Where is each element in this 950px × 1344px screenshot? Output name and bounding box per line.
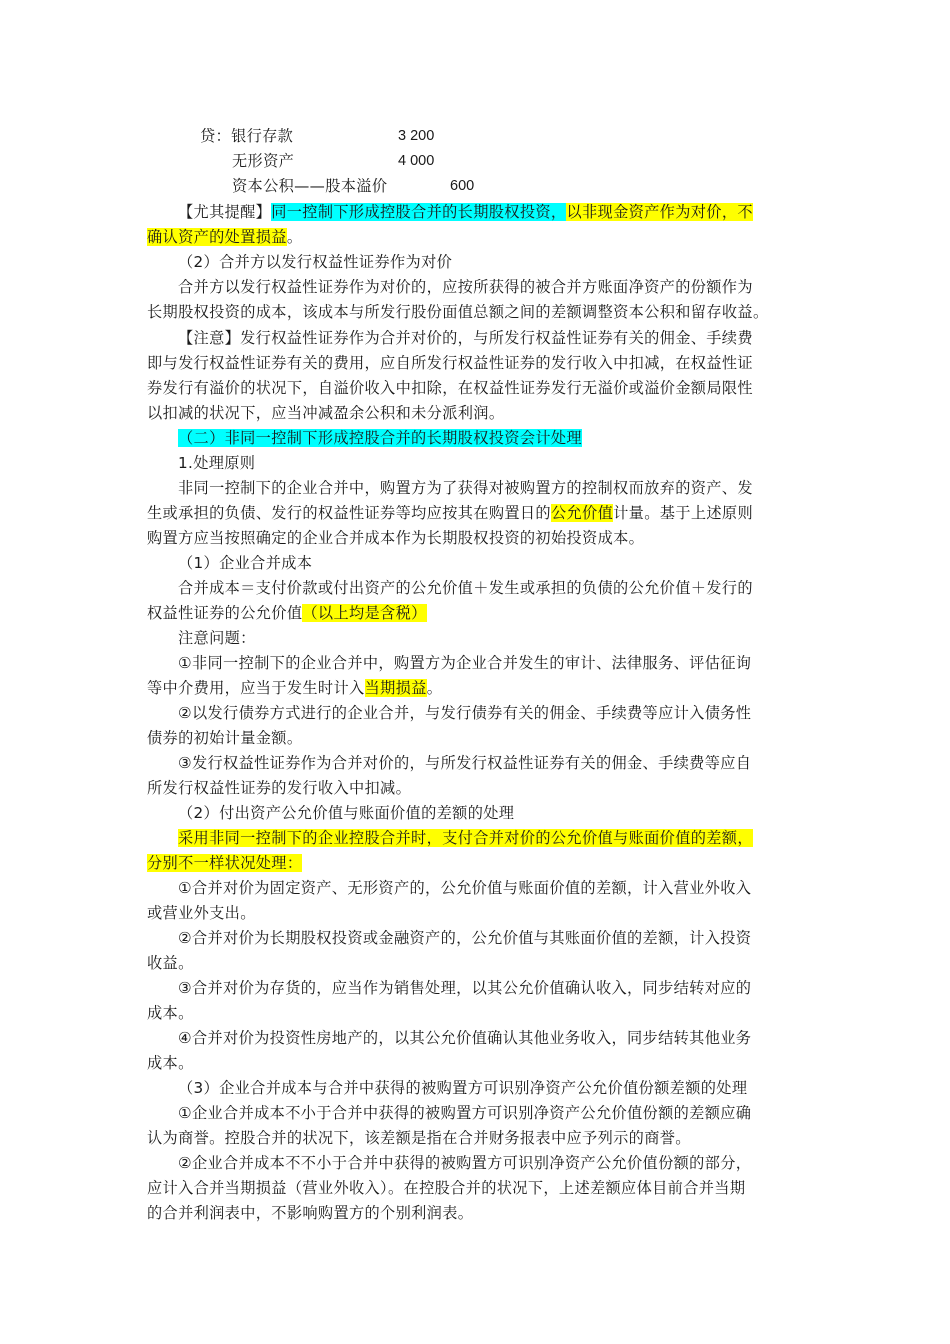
period: 。 [426,679,443,697]
section-title-highlight [178,428,582,448]
journal-credit-label: 贷：银行存款 [200,127,294,145]
treatment-highlight-2: 分别不一样状况处理： [147,854,303,872]
paragraph-line: ②企业合并成本不不小于合并中获得的被购置方可识别净资产公允价值份额的部分， [178,1154,752,1172]
paragraph-line: 或营业外支出。 [147,904,256,922]
tax-note-highlight: （以上均是含税） [302,604,427,622]
paragraph-line: 即与发行权益性证券有关的费用，应自所发行权益性证券的发行收入中扣减，在权益性证 [147,354,753,372]
paragraph-line: ①非同一控制下的企业合并中，购置方为企业合并发生的审计、法律服务、评估征询 [178,654,752,672]
paragraph-line: ②合并对价为长期股权投资或金融资产的，公允价值与其账面价值的差额，计入投资 [178,929,752,947]
section-heading: （1）企业合并成本 [178,554,313,572]
section-heading: （2）付出资产公允价值与账面价值的差额的处理 [178,804,515,822]
highlight-line [178,828,753,848]
paragraph-line: 以扣减的状况下，应当冲减盈余公积和未分派利润。 [147,404,505,422]
paragraph-line: 合并方以发行权益性证券作为对价的，应按所获得的被合并方账面净资产的份额作为 [178,278,753,296]
paragraph-line: 的合并利润表中，不影响购置方的个别利润表。 [147,1204,474,1222]
journal-credit-amount: 3 200 [398,128,435,144]
section-heading: （2）合并方以发行权益性证券作为对价 [178,253,453,271]
reminder-line-1 [178,202,753,222]
paragraph-line [147,503,753,523]
formula-line [147,603,427,623]
attention-heading: 注意问题： [178,629,256,647]
journal-line3-amount: 600 [450,178,475,194]
journal-line2-label: 无形资产 [232,152,295,170]
journal-line2-amount: 4 000 [398,153,435,169]
paragraph-line: 购置方应当按照确定的企业合并成本作为长期股权投资的初始投资成本。 [147,529,645,547]
reminder-highlight-yellow-2: 确认资产的处置损益 [147,228,287,246]
paragraph-line: ③发行权益性证券作为合并对价的，与所发行权益性证券有关的佣金、手续费等应自 [178,754,752,772]
reminder-highlight-cyan: 同一控制下形成控股合并的长期股权投资， [271,203,567,221]
profit-loss-highlight: 当期损益 [364,679,427,697]
paragraph-line: 成本。 [147,1004,194,1022]
treatment-highlight: 采用非同一控制下的企业控股合并时，支付合并对价的公允价值与账面价值的差额， [178,829,753,847]
reminder-tag: 【尤其提醒】 [178,203,272,221]
period: 。 [286,228,303,246]
paragraph-line: 认为商誉。控股合并的状况下，该差额是指在合并财务报表中应予列示的商誉。 [147,1129,691,1147]
text-span: 生或承担的负债、发行的权益性证券等均应按其在购置日的 [147,504,551,522]
paragraph-line: 所发行权益性证券的发行收入中扣减。 [147,779,412,797]
paragraph-line: 收益。 [147,954,194,972]
note-line: 【注意】发行权益性证券作为合并对价的，与所发行权益性证券有关的佣金、手续费 [178,329,753,347]
paragraph-line: ②以发行债券方式进行的企业合并，与发行债券有关的佣金、手续费等应计入债务性 [178,704,752,722]
paragraph-line: 债券的初始计量金额。 [147,729,303,747]
text-span: 计量。基于上述原则 [613,504,753,522]
formula-line: 合并成本＝支付价款或付出资产的公允价值＋发生或承担的负债的公允价值＋发行的 [178,579,753,597]
subsection-heading: 1.处理原则 [178,454,256,472]
reminder-highlight-yellow: 以非现金资产作为对价，不 [566,203,753,221]
paragraph-line: 非同一控制下的企业合并中，购置方为了获得对被购置方的控制权而放弃的资产、发 [178,479,753,497]
paragraph-line: ④合并对价为投资性房地产的，以其公允价值确认其他业务收入，同步结转其他业务 [178,1029,752,1047]
text-span: 权益性证券的公允价值 [147,604,303,622]
paragraph-line: 长期股权投资的成本，该成本与所发行股份面值总额之间的差额调整资本公积和留存收益。 [147,303,769,321]
reminder-line-2 [147,227,302,247]
paragraph-line [147,678,442,698]
highlight-line [147,853,302,873]
section-heading: （3）企业合并成本与合并中获得的被购置方可识别净资产公允价值份额差额的处理 [178,1079,748,1097]
journal-line3-label: 资本公积——股本溢价 [232,177,388,195]
fair-value-highlight: 公允价值 [550,504,614,522]
paragraph-line: ①合并对价为固定资产、无形资产的，公允价值与账面价值的差额，计入营业外收入 [178,879,752,897]
text-span: 等中介费用，应当于发生时计入 [147,679,365,697]
paragraph-line: 成本。 [147,1054,194,1072]
paragraph-line: 应计入合并当期损益（营业外收入）。在控股合并的状况下，上述差额应体目前合并当期 [147,1179,746,1197]
section-title-text: （二）非同一控制下形成控股合并的长期股权投资会计处理 [178,429,582,447]
paragraph-line: ③合并对价为存货的，应当作为销售处理，以其公允价值确认收入，同步结转对应的 [178,979,752,997]
paragraph-line: 券发行有溢价的状况下，自溢价收入中扣除，在权益性证券发行无溢价或溢价金额局限性 [147,379,753,397]
paragraph-line: ①企业合并成本不小于合并中获得的被购置方可识别净资产公允价值份额的差额应确 [178,1104,752,1122]
